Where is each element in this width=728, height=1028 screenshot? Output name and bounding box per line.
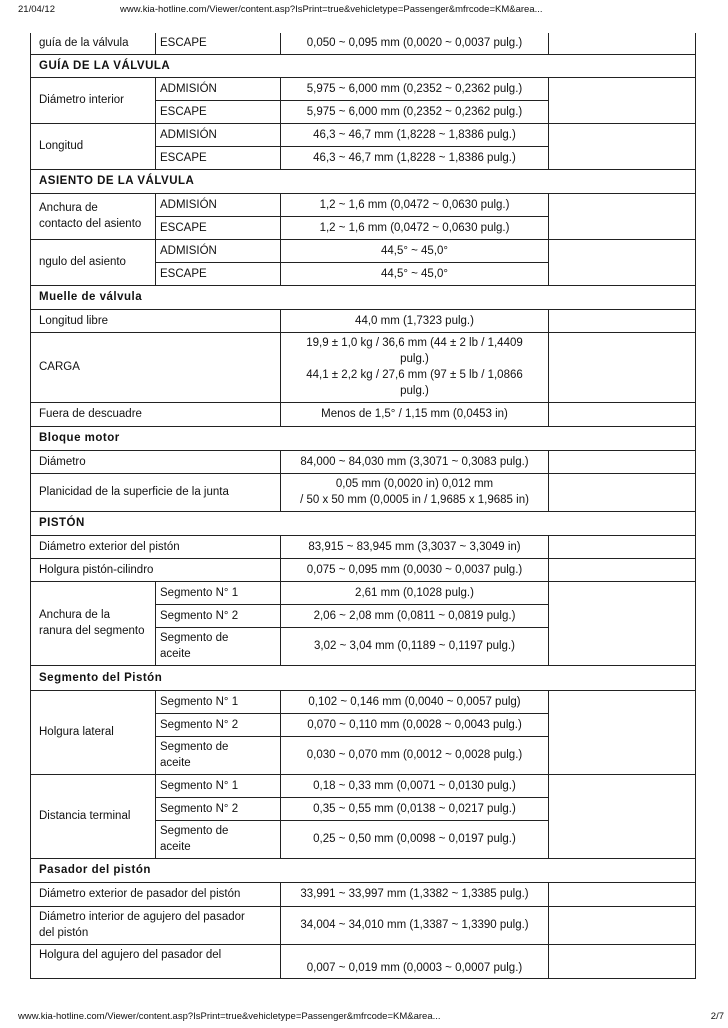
table-row [31, 33, 696, 54]
row-value: 0,35 ~ 0,55 mm (0,0138 ~ 0,0217 pulg.) [281, 797, 549, 820]
row-sublabel [156, 627, 281, 665]
section-title: GUÍA DE LA VÁLVULA [31, 54, 696, 77]
blank-cell [549, 944, 696, 978]
blank-cell [549, 690, 696, 774]
sublabel-line: Segmento de [160, 632, 229, 644]
section-title: Muelle de válvula [31, 285, 696, 309]
section-title: Pasador del pistón [31, 858, 696, 882]
section-title: ASIENTO DE LA VÁLVULA [31, 169, 696, 193]
row-value: 44,5° ~ 45,0° [281, 262, 549, 285]
row-value: 83,915 ~ 83,945 mm (3,3037 ~ 3,3049 in) [281, 535, 549, 558]
blank-cell [549, 882, 696, 906]
table-row [31, 402, 696, 426]
page-number: 2/7 [710, 1011, 724, 1022]
blank-cell [549, 33, 696, 54]
table-row [31, 193, 696, 216]
row-sublabel [156, 820, 281, 858]
value-line: pulg.) [400, 353, 429, 365]
sublabel-line: Segmento de [160, 825, 229, 837]
blank-cell [549, 906, 696, 944]
print-url: www.kia-hotline.com/Viewer/content.asp?IsPrint=true&vehicletype=Passenger&mfrcode=KM&area... [120, 4, 543, 15]
section-title: PISTÓN [31, 511, 696, 535]
row-label: Holgura pistón-cilindro [31, 558, 281, 581]
sublabel-line: aceite [160, 757, 191, 769]
row-value: 0,050 ~ 0,095 mm (0,0020 ~ 0,0037 pulg.) [281, 33, 549, 54]
row-label: Diámetro exterior del pistón [31, 535, 281, 558]
row-sublabel: ESCAPE [156, 216, 281, 239]
row-sublabel: ADMISIÓN [156, 239, 281, 262]
row-label: Holgura lateral [31, 690, 156, 774]
row-sublabel: Segmento N° 2 [156, 604, 281, 627]
row-label: guía de la válvula [31, 33, 156, 54]
row-label [31, 193, 156, 239]
blank-cell [549, 450, 696, 473]
table-row [31, 558, 696, 581]
row-value: 0,25 ~ 0,50 mm (0,0098 ~ 0,0197 pulg.) [281, 820, 549, 858]
spec-table [30, 33, 696, 979]
section-header [31, 858, 696, 882]
table-row [31, 239, 696, 262]
row-value [281, 473, 549, 511]
value-line: 19,9 ± 1,0 kg / 36,6 mm (44 ± 2 lb / 1,4409 [306, 337, 523, 349]
row-value: 0,030 ~ 0,070 mm (0,0012 ~ 0,0028 pulg.) [281, 736, 549, 774]
section-header [31, 426, 696, 450]
label-line: contacto del asiento [39, 218, 142, 230]
section-header [31, 511, 696, 535]
blank-cell [549, 239, 696, 285]
sublabel-line: aceite [160, 841, 191, 853]
section-header [31, 169, 696, 193]
row-value [281, 332, 549, 402]
row-value: 0,18 ~ 0,33 mm (0,0071 ~ 0,0130 pulg.) [281, 774, 549, 797]
table-row [31, 906, 696, 944]
value-line: 44,1 ± 2,2 kg / 27,6 mm (97 ± 5 lb / 1,0866 [306, 369, 523, 381]
section-title: Segmento del Pistón [31, 665, 696, 690]
value-line: 0,05 mm (0,0020 in) 0,012 mm [335, 478, 494, 490]
row-value: 0,075 ~ 0,095 mm (0,0030 ~ 0,0037 pulg.) [281, 558, 549, 581]
row-sublabel: ESCAPE [156, 146, 281, 169]
table-row [31, 450, 696, 473]
table-row [31, 535, 696, 558]
row-sublabel: Segmento N° 1 [156, 581, 281, 604]
row-value: 0,102 ~ 0,146 mm (0,0040 ~ 0,0057 pulg) [281, 690, 549, 713]
row-value: 2,61 mm (0,1028 pulg.) [281, 581, 549, 604]
label-line: ranura del segmento [39, 625, 145, 637]
row-sublabel: ESCAPE [156, 262, 281, 285]
row-label [31, 906, 281, 944]
row-value: Menos de 1,5° / 1,15 mm (0,0453 in) [281, 402, 549, 426]
label-line: Anchura de la [39, 609, 110, 621]
row-label: Longitud [31, 123, 156, 169]
row-value: 44,0 mm (1,7323 pulg.) [281, 309, 549, 332]
table-row [31, 332, 696, 402]
blank-cell [549, 473, 696, 511]
row-label: ngulo del asiento [31, 239, 156, 285]
section-header [31, 285, 696, 309]
row-label: Diámetro [31, 450, 281, 473]
label-line: Diámetro interior de agujero del pasador [39, 911, 245, 923]
row-sublabel: ADMISIÓN [156, 77, 281, 100]
blank-cell [549, 332, 696, 402]
row-sublabel: ADMISIÓN [156, 123, 281, 146]
table-row [31, 123, 696, 146]
value-line: / 50 x 50 mm (0,0005 in / 1,9685 x 1,9685 in) [300, 494, 529, 506]
row-value: 46,3 ~ 46,7 mm (1,8228 ~ 1,8386 pulg.) [281, 146, 549, 169]
blank-cell [549, 402, 696, 426]
table-row [31, 581, 696, 604]
section-header [31, 665, 696, 690]
row-label: Diámetro exterior de pasador del pistón [31, 882, 281, 906]
row-value: 1,2 ~ 1,6 mm (0,0472 ~ 0,0630 pulg.) [281, 193, 549, 216]
row-sublabel: ESCAPE [156, 33, 281, 54]
sublabel-line: aceite [160, 648, 191, 660]
section-title: Bloque motor [31, 426, 696, 450]
table-row [31, 774, 696, 797]
sublabel-line: Segmento de [160, 741, 229, 753]
row-value: 33,991 ~ 33,997 mm (1,3382 ~ 1,3385 pulg.) [281, 882, 549, 906]
table-row [31, 309, 696, 332]
table-row [31, 77, 696, 100]
table-row [31, 690, 696, 713]
row-value: 0,007 ~ 0,019 mm (0,0003 ~ 0,0007 pulg.) [281, 944, 549, 978]
label-line: del pistón [39, 927, 89, 939]
print-header [0, 4, 728, 18]
footer-url: www.kia-hotline.com/Viewer/content.asp?IsPrint=true&vehicletype=Passenger&mfrcode=KM&area... [18, 1011, 441, 1022]
blank-cell [549, 558, 696, 581]
table-row [31, 882, 696, 906]
row-sublabel: Segmento N° 2 [156, 713, 281, 736]
row-value: 1,2 ~ 1,6 mm (0,0472 ~ 0,0630 pulg.) [281, 216, 549, 239]
row-label [31, 581, 156, 665]
blank-cell [549, 581, 696, 665]
row-value: 2,06 ~ 2,08 mm (0,0811 ~ 0,0819 pulg.) [281, 604, 549, 627]
blank-cell [549, 77, 696, 123]
section-header [31, 54, 696, 77]
row-sublabel: Segmento N° 1 [156, 690, 281, 713]
row-sublabel: Segmento N° 1 [156, 774, 281, 797]
row-value: 44,5° ~ 45,0° [281, 239, 549, 262]
blank-cell [549, 309, 696, 332]
table-row [31, 473, 696, 511]
row-value: 84,000 ~ 84,030 mm (3,3071 ~ 0,3083 pulg.) [281, 450, 549, 473]
row-value: 46,3 ~ 46,7 mm (1,8228 ~ 1,8386 pulg.) [281, 123, 549, 146]
row-label: Holgura del agujero del pasador del [31, 944, 281, 978]
label-line: Anchura de [39, 202, 98, 214]
print-date: 21/04/12 [18, 4, 55, 15]
row-value: 0,070 ~ 0,110 mm (0,0028 ~ 0,0043 pulg.) [281, 713, 549, 736]
row-value: 34,004 ~ 34,010 mm (1,3387 ~ 1,3390 pulg.) [281, 906, 549, 944]
row-label: Diámetro interior [31, 77, 156, 123]
row-sublabel: ADMISIÓN [156, 193, 281, 216]
row-value: 3,02 ~ 3,04 mm (0,1189 ~ 0,1197 pulg.) [281, 627, 549, 665]
blank-cell [549, 535, 696, 558]
row-label: Planicidad de la superficie de la junta [31, 473, 281, 511]
row-sublabel [156, 736, 281, 774]
blank-cell [549, 774, 696, 858]
row-label: CARGA [31, 332, 281, 402]
row-value: 5,975 ~ 6,000 mm (0,2352 ~ 0,2362 pulg.) [281, 77, 549, 100]
row-sublabel: ESCAPE [156, 100, 281, 123]
row-label: Fuera de descuadre [31, 402, 281, 426]
table-row [31, 944, 696, 978]
row-label: Longitud libre [31, 309, 281, 332]
print-footer [0, 1011, 728, 1025]
row-sublabel: Segmento N° 2 [156, 797, 281, 820]
row-value: 5,975 ~ 6,000 mm (0,2352 ~ 0,2362 pulg.) [281, 100, 549, 123]
blank-cell [549, 193, 696, 239]
row-label: Distancia terminal [31, 774, 156, 858]
blank-cell [549, 123, 696, 169]
value-line: pulg.) [400, 385, 429, 397]
